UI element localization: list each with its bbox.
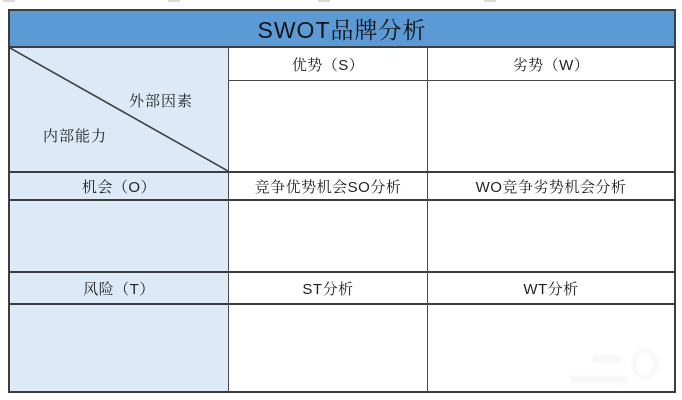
empty-cell	[428, 201, 674, 273]
cell-so-analysis	[229, 173, 428, 201]
cell-st-analysis	[229, 273, 428, 305]
faint-watermark	[632, 349, 658, 379]
empty-row-label-cell	[10, 305, 229, 391]
swot-table	[8, 9, 676, 393]
external-factors-label: 外部因素	[129, 93, 194, 110]
diagonal-line	[10, 48, 228, 171]
cell-wo-analysis	[428, 173, 674, 201]
column-header-weaknesses-label: 劣势（W）	[512, 56, 590, 74]
empty-cell	[229, 305, 428, 391]
cell-wt-analysis	[428, 273, 674, 305]
row-label-threats	[10, 273, 229, 305]
table-title	[10, 11, 674, 48]
row-label-opportunities-text: 机会（O）	[81, 178, 157, 196]
row-label-opportunities	[10, 173, 229, 201]
row-label-threats-text: 风险（T）	[83, 280, 155, 298]
empty-cell-strengths	[229, 81, 428, 173]
gridline-tick	[318, 0, 330, 2]
cell-wt-analysis-text: WT分析	[523, 280, 579, 298]
faint-watermark	[570, 376, 628, 383]
faint-watermark	[592, 355, 622, 363]
gridline-tick	[484, 0, 496, 2]
corner-cell	[10, 48, 229, 173]
empty-cell	[229, 201, 428, 273]
cell-wo-analysis-text: WO竞争劣势机会分析	[475, 178, 627, 196]
column-header-strengths	[229, 48, 428, 81]
gridline-tick	[3, 0, 15, 2]
empty-row-label-cell	[10, 201, 229, 273]
internal-capabilities-label: 内部能力	[43, 128, 108, 145]
gridline-tick	[168, 0, 180, 2]
column-header-weaknesses	[428, 48, 674, 81]
cell-st-analysis-text: ST分析	[302, 280, 354, 298]
column-header-strengths-label: 优势（S）	[291, 56, 365, 74]
empty-cell-weaknesses	[428, 81, 674, 173]
table-title-text: SWOT品牌分析	[257, 17, 427, 43]
cell-so-analysis-text: 竞争优势机会SO分析	[254, 178, 402, 196]
empty-cell	[428, 305, 674, 391]
